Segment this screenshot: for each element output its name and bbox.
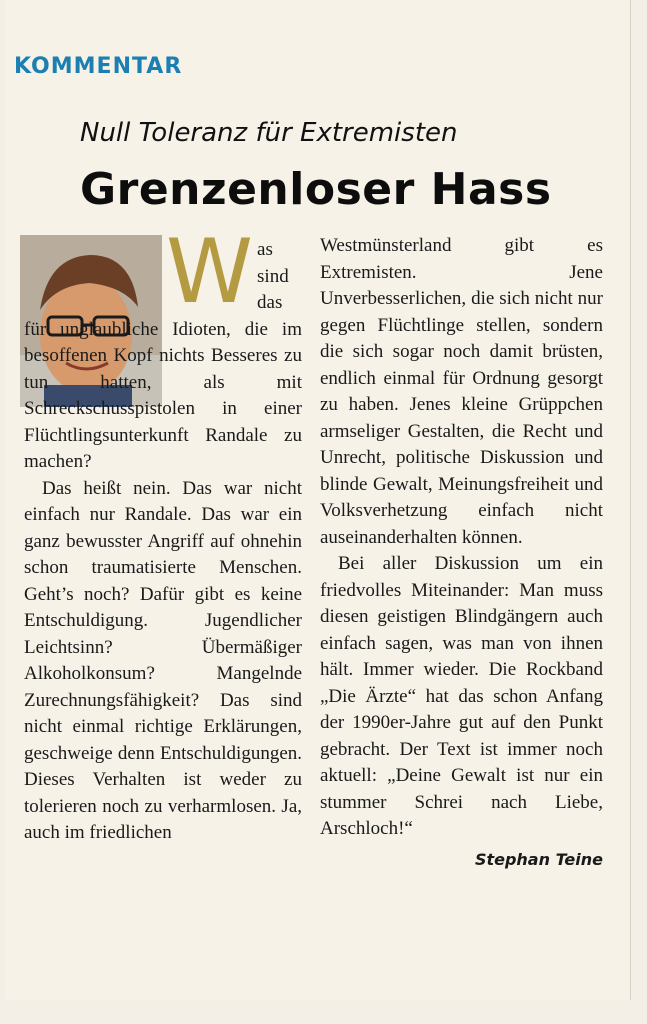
article-headline: Grenzenloser Hass <box>80 164 552 215</box>
article-paragraph-4: Bei aller Diskussion um ein friedvolles Miteinander: Man muss diesen geistigen Blindgängern auch einfach sagen, was man von ihnen hält. Immer wieder. Die Rockband „Die Ärzte“ hat das schon Anfang der 1990er-Jahre gut auf den Punkt gebracht. Der Text ist immer noch aktuell: „Deine Gewalt ist nur ein stummer Schrei nach Liebe, Arschloch!“ <box>320 553 603 839</box>
article-column-right <box>320 233 603 873</box>
author-byline: Stephan Teine <box>474 849 603 869</box>
article-column-left <box>24 220 302 847</box>
article-paragraph-2: Das heißt nein. Das war nicht einfach nur Randale. Das war ein ganz bewusster Angriff auf ohnehin schon traumatisierte Menschen. Geht’s noch? Dafür gibt es keine Entschuldigung. Jugendlicher Leichtsinn? Übermäßiger Alkoholkonsum? Mangelnde Zurechnungsfähigkeit? Das sind nicht einmal richtige Erklärungen, geschweige denn Entschuldigungen. Dieses Verhalten ist weder zu tolerieren noch zu verharmlosen. Ja, auch im friedlichen <box>24 477 302 843</box>
article-paragraph-3: Westmünsterland gibt es Extremisten. Jene Unverbesserlichen, die sich nicht nur gegen Flüchtlinge stellen, sondern die sich sogar noch damit brüsten, endlich einmal für Ordnung gesorgt zu haben. Jenes kleine Grüppchen armseliger Gestalten, die Recht und Unrecht, politische Diskussion und blinde Gewalt, Meinungsfreiheit und Volksverhetzung einfach nicht auseinanderhalten können. <box>320 235 603 548</box>
article-paragraph-1: as sind das für unglaubliche Idioten, die im besoffenen Kopf nichts Besseres zu tun hatten, als mit Schreckschusspistolen in einer Flüchtlingsunterkunft Randale zu machen? <box>24 239 302 472</box>
section-label: KOMMENTAR <box>14 54 183 79</box>
article-subtitle: Null Toleranz für Extremisten <box>80 118 458 148</box>
drop-cap: W <box>166 220 254 323</box>
